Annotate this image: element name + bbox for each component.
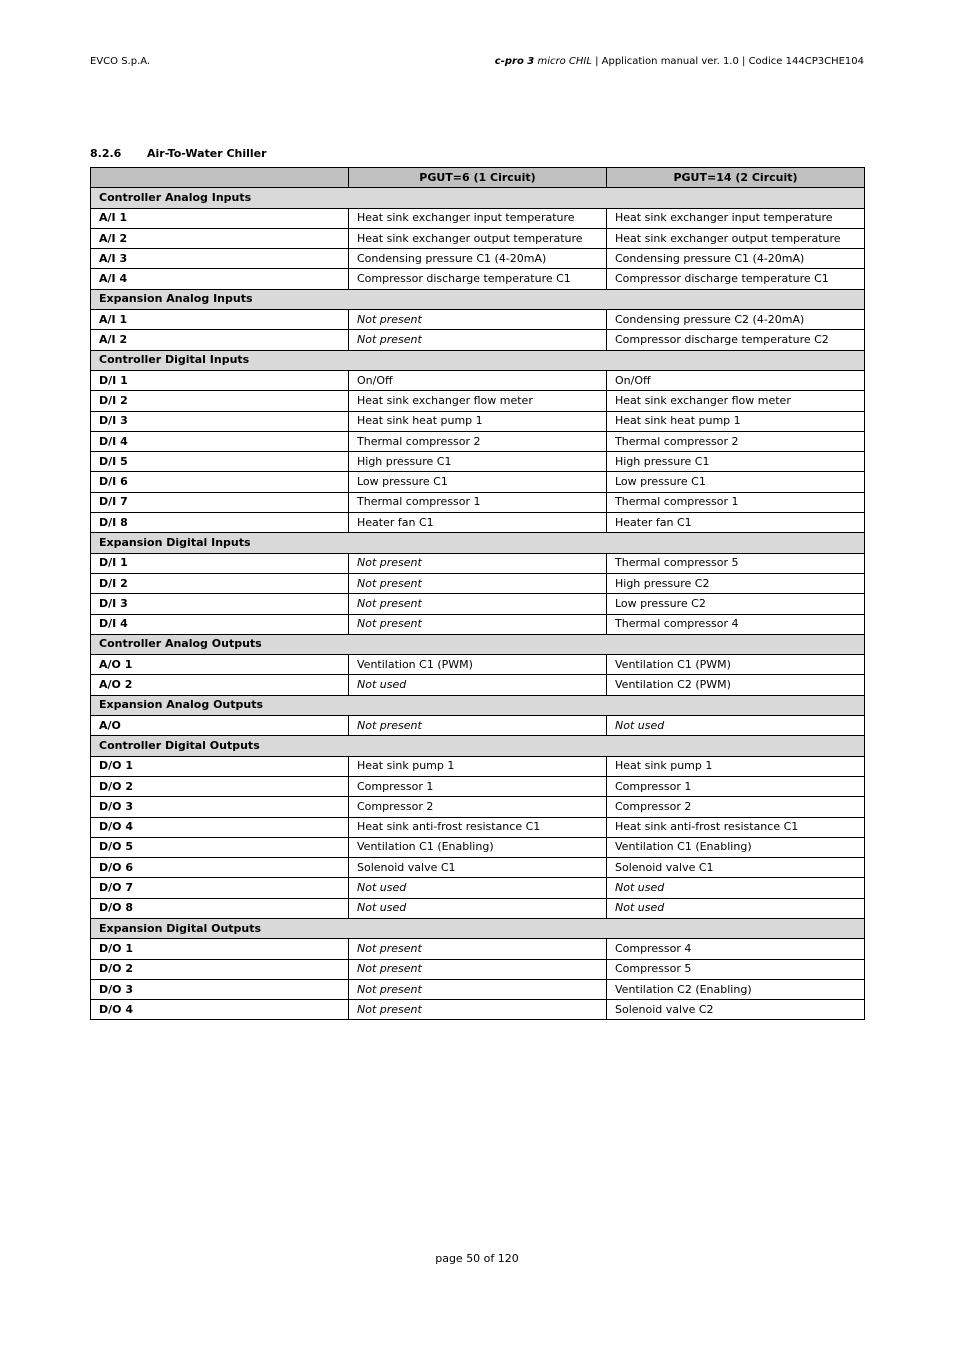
pgut6-cell: Ventilation C1 (PWM) [349, 655, 607, 675]
io-label: D/I 5 [91, 452, 349, 472]
pgut14-cell: Compressor 1 [607, 776, 865, 796]
pgut14-cell: Not used [607, 716, 865, 736]
pgut6-cell: Heat sink exchanger input temperature [349, 208, 607, 228]
pgut6-cell: Not used [349, 898, 607, 918]
header-product-name: c-pro 3 [494, 56, 535, 67]
io-label: D/O 4 [91, 817, 349, 837]
pgut14-cell: Ventilation C2 (Enabling) [607, 979, 865, 999]
pgut14-cell: Thermal compressor 4 [607, 614, 865, 634]
pgut6-cell: Heat sink exchanger flow meter [349, 391, 607, 411]
table-row [91, 979, 865, 999]
pgut14-cell: Not used [607, 898, 865, 918]
section-heading [90, 147, 267, 160]
header-manual-info: | Application manual ver. 1.0 | Codice 144CP3CHE104 [595, 56, 864, 67]
pgut6-cell: Not present [349, 1000, 607, 1020]
io-label: D/I 4 [91, 614, 349, 634]
table-row [91, 249, 865, 269]
pgut6-cell: Not present [349, 573, 607, 593]
pgut14-cell: Ventilation C2 (PWM) [607, 675, 865, 695]
pgut6-cell: Not present [349, 310, 607, 330]
io-label: D/O 8 [91, 898, 349, 918]
table-row [91, 330, 865, 350]
io-label: D/O 2 [91, 776, 349, 796]
pgut14-cell: Solenoid valve C1 [607, 858, 865, 878]
group-row [91, 350, 865, 370]
io-label: A/I 4 [91, 269, 349, 289]
pgut6-cell: Low pressure C1 [349, 472, 607, 492]
pgut14-cell: Condensing pressure C1 (4-20mA) [607, 249, 865, 269]
group-title: Controller Analog Outputs [91, 634, 865, 654]
header-product-variant: micro CHIL [537, 56, 592, 67]
io-label: D/I 2 [91, 391, 349, 411]
pgut14-cell: Not used [607, 878, 865, 898]
pgut14-cell: Heat sink anti-frost resistance C1 [607, 817, 865, 837]
pgut6-cell: Not used [349, 675, 607, 695]
io-label: D/I 3 [91, 594, 349, 614]
group-title: Expansion Analog Inputs [91, 289, 865, 309]
io-label: A/O 1 [91, 655, 349, 675]
io-label: A/I 1 [91, 310, 349, 330]
io-label: D/I 2 [91, 573, 349, 593]
io-table [90, 167, 865, 1020]
pgut14-cell: Heat sink exchanger output temperature [607, 228, 865, 248]
pgut14-cell: Heat sink exchanger flow meter [607, 391, 865, 411]
table-row [91, 817, 865, 837]
pgut14-cell: High pressure C2 [607, 573, 865, 593]
pgut6-cell: Compressor 2 [349, 797, 607, 817]
table-row [91, 716, 865, 736]
pgut6-cell: Not present [349, 594, 607, 614]
io-label: D/I 7 [91, 492, 349, 512]
table-row [91, 837, 865, 857]
pgut6-cell: On/Off [349, 370, 607, 390]
io-label: A/I 3 [91, 249, 349, 269]
io-label: D/I 4 [91, 431, 349, 451]
section-title: Air-To-Water Chiller [147, 147, 267, 160]
io-label: D/O 1 [91, 939, 349, 959]
pgut6-cell: Heat sink exchanger output temperature [349, 228, 607, 248]
table-row [91, 776, 865, 796]
io-label: A/O [91, 716, 349, 736]
column-header [91, 168, 349, 188]
table-row [91, 959, 865, 979]
table-row [91, 939, 865, 959]
group-row [91, 634, 865, 654]
io-label: D/O 7 [91, 878, 349, 898]
pgut6-cell: Not used [349, 878, 607, 898]
pgut6-cell: Not present [349, 959, 607, 979]
pgut14-cell: Heat sink heat pump 1 [607, 411, 865, 431]
pgut6-cell: Condensing pressure C1 (4-20mA) [349, 249, 607, 269]
group-title: Expansion Analog Outputs [91, 695, 865, 715]
pgut6-cell: Solenoid valve C1 [349, 858, 607, 878]
group-row [91, 289, 865, 309]
table-row [91, 1000, 865, 1020]
group-title: Expansion Digital Outputs [91, 918, 865, 938]
table-row [91, 614, 865, 634]
io-label: A/O 2 [91, 675, 349, 695]
io-label: D/O 1 [91, 756, 349, 776]
group-title: Controller Analog Inputs [91, 188, 865, 208]
pgut14-cell: Heater fan C1 [607, 513, 865, 533]
pgut6-cell: Thermal compressor 1 [349, 492, 607, 512]
table-row [91, 797, 865, 817]
pgut14-cell: Ventilation C1 (PWM) [607, 655, 865, 675]
io-label: D/I 1 [91, 553, 349, 573]
table-row [91, 898, 865, 918]
header-company: EVCO S.p.A. [90, 56, 151, 67]
pgut14-cell: High pressure C1 [607, 452, 865, 472]
group-row [91, 918, 865, 938]
pgut6-cell: Heat sink heat pump 1 [349, 411, 607, 431]
pgut14-cell: Condensing pressure C2 (4-20mA) [607, 310, 865, 330]
pgut6-cell: Not present [349, 979, 607, 999]
io-label: D/I 1 [91, 370, 349, 390]
table-row [91, 573, 865, 593]
pgut6-cell: Not present [349, 716, 607, 736]
table-body [91, 188, 865, 1020]
pgut14-cell: Ventilation C1 (Enabling) [607, 837, 865, 857]
io-label: D/O 4 [91, 1000, 349, 1020]
table-row [91, 391, 865, 411]
group-row [91, 736, 865, 756]
group-row [91, 695, 865, 715]
pgut6-cell: High pressure C1 [349, 452, 607, 472]
table-row [91, 370, 865, 390]
page-number: page 50 of 120 [435, 1252, 519, 1265]
pgut14-cell: Compressor discharge temperature C1 [607, 269, 865, 289]
table-row [91, 431, 865, 451]
pgut6-cell: Compressor 1 [349, 776, 607, 796]
table-row [91, 411, 865, 431]
table-row [91, 553, 865, 573]
table-row [91, 452, 865, 472]
pgut14-cell: Compressor discharge temperature C2 [607, 330, 865, 350]
pgut6-cell: Not present [349, 939, 607, 959]
io-label: D/I 6 [91, 472, 349, 492]
table-row [91, 310, 865, 330]
pgut14-cell: Compressor 5 [607, 959, 865, 979]
header-document-info [495, 56, 864, 67]
pgut6-cell: Ventilation C1 (Enabling) [349, 837, 607, 857]
pgut6-cell: Compressor discharge temperature C1 [349, 269, 607, 289]
pgut14-cell: Solenoid valve C2 [607, 1000, 865, 1020]
table-row [91, 878, 865, 898]
table-row [91, 208, 865, 228]
pgut6-cell: Thermal compressor 2 [349, 431, 607, 451]
io-label: D/O 6 [91, 858, 349, 878]
io-label: D/I 3 [91, 411, 349, 431]
table-header-row [91, 168, 865, 188]
io-label: D/I 8 [91, 513, 349, 533]
table-row [91, 472, 865, 492]
pgut6-cell: Heat sink anti-frost resistance C1 [349, 817, 607, 837]
io-label: D/O 3 [91, 979, 349, 999]
pgut14-cell: Low pressure C2 [607, 594, 865, 614]
table-row [91, 228, 865, 248]
io-label: A/I 2 [91, 330, 349, 350]
pgut6-cell: Heater fan C1 [349, 513, 607, 533]
table-row [91, 513, 865, 533]
section-number: 8.2.6 [90, 147, 122, 160]
table-row [91, 594, 865, 614]
pgut6-cell: Heat sink pump 1 [349, 756, 607, 776]
column-header: PGUT=6 (1 Circuit) [349, 168, 607, 188]
group-title: Controller Digital Inputs [91, 350, 865, 370]
io-label: D/O 2 [91, 959, 349, 979]
pgut14-cell: Thermal compressor 5 [607, 553, 865, 573]
pgut14-cell: Low pressure C1 [607, 472, 865, 492]
pgut6-cell: Not present [349, 553, 607, 573]
pgut14-cell: Heat sink exchanger input temperature [607, 208, 865, 228]
pgut6-cell: Not present [349, 614, 607, 634]
io-label: D/O 3 [91, 797, 349, 817]
column-header: PGUT=14 (2 Circuit) [607, 168, 865, 188]
group-title: Controller Digital Outputs [91, 736, 865, 756]
io-label: D/O 5 [91, 837, 349, 857]
pgut14-cell: Compressor 4 [607, 939, 865, 959]
table-row [91, 675, 865, 695]
pgut14-cell: On/Off [607, 370, 865, 390]
pgut14-cell: Thermal compressor 1 [607, 492, 865, 512]
table-row [91, 655, 865, 675]
table-row [91, 756, 865, 776]
pgut14-cell: Compressor 2 [607, 797, 865, 817]
group-row [91, 533, 865, 553]
group-row [91, 188, 865, 208]
table-row [91, 269, 865, 289]
pgut14-cell: Thermal compressor 2 [607, 431, 865, 451]
group-title: Expansion Digital Inputs [91, 533, 865, 553]
io-label: A/I 2 [91, 228, 349, 248]
table-row [91, 858, 865, 878]
io-label: A/I 1 [91, 208, 349, 228]
pgut6-cell: Not present [349, 330, 607, 350]
table-row [91, 492, 865, 512]
pgut14-cell: Heat sink pump 1 [607, 756, 865, 776]
